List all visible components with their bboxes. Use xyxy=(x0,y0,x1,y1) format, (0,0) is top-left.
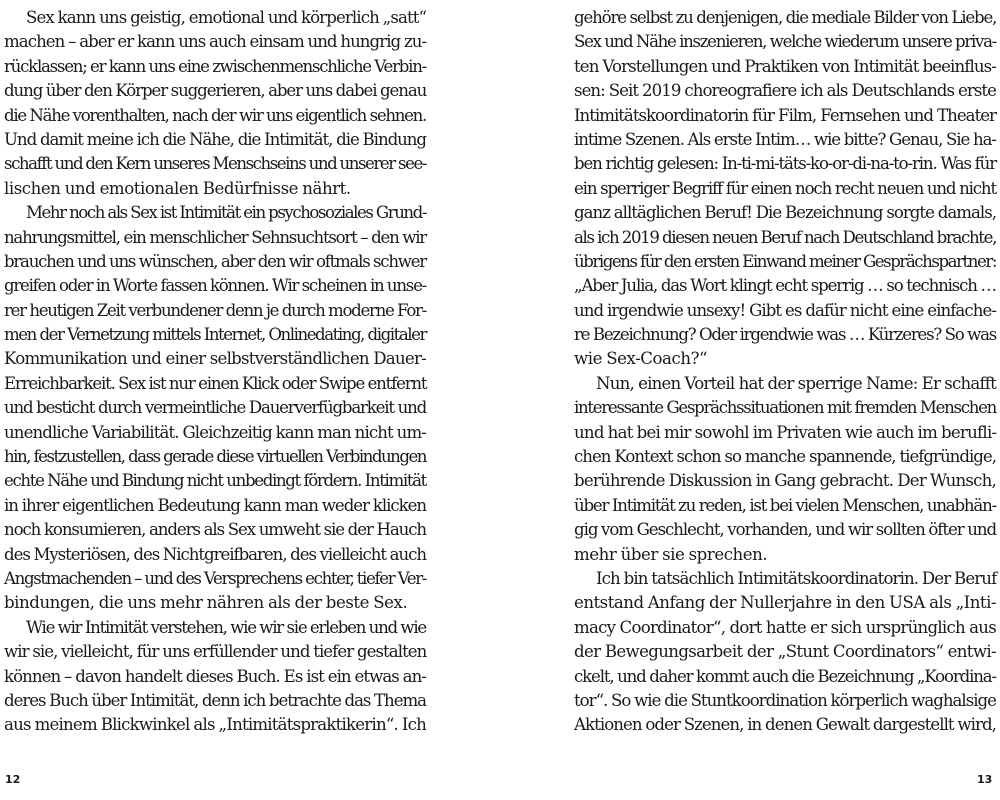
text-line: wie Sex-Coach?“ xyxy=(574,349,708,369)
text-line: übrigens für den ersten Einwand meiner Gesprächspartner: xyxy=(574,251,996,271)
right-page-text xyxy=(574,6,996,738)
text-line: Mehr noch als Sex ist Intimität ein psychosoziales Grund- xyxy=(26,203,426,223)
text-line: die Nähe vorenthalten, nach der wir uns eigentlich sehnen. xyxy=(4,105,426,125)
text-line: Sex kann uns geistig, emotional und körperlich „satt“ xyxy=(26,8,427,27)
text-line: und besticht durch vermeintliche Dauerverfügbarkeit und xyxy=(4,398,426,418)
text-line: echte Nähe und Bindung nicht unbedingt fördern. Intimität xyxy=(4,471,426,491)
text-line: ckelt, und daher kommt auch die Bezeichnung „Koordina- xyxy=(574,666,996,686)
text-line: der Bewegungsarbeit der „Stunt Coordinators“ entwi- xyxy=(574,642,996,662)
text-line: deres Buch über Intimität, denn ich betrachte das Thema xyxy=(4,690,426,710)
text-line: chen Kontext schon so manche spannende, tiefgründige, xyxy=(574,447,996,467)
text-line: bindungen, die uns mehr nähren als der beste Sex. xyxy=(4,593,408,613)
text-line: Angstmachenden – und des Versprechens echter, tiefer Ver- xyxy=(4,568,427,588)
text-line: rer heutigen Zeit verbundener denn je durch moderne For- xyxy=(4,300,426,320)
text-line: gig vom Geschlecht, vorhanden, und wir sollten öfter und xyxy=(574,520,997,540)
text-line: gehöre selbst zu denjenigen, die mediale Bilder von Liebe, xyxy=(574,8,997,27)
left-page-number: 12 xyxy=(5,773,21,786)
text-line: des Mysteriösen, des Nichtgreifbaren, des vielleicht auch xyxy=(4,544,426,564)
text-line: und hat bei mir sowohl im Privaten wie auch im berufli- xyxy=(574,422,997,442)
text-line: über Intimität zu reden, ist bei vielen Menschen, unabhän- xyxy=(574,495,996,515)
text-line: in ihrer eigentlichen Bedeutung kann man weder klicken xyxy=(4,495,426,515)
text-line: ben richtig gelesen: In-ti-mi-täts-ko-or-di-na-to-rin. Was für xyxy=(574,154,996,174)
text-line: können – davon handelt dieses Buch. Es ist ein etwas an- xyxy=(4,666,426,686)
text-line: als ich 2019 diesen neuen Beruf nach Deutschland brachte, xyxy=(574,227,996,247)
text-line: intime Szenen. Als erste Intim… wie bitte? Genau, Sie ha- xyxy=(574,129,996,149)
text-line: ganz alltäglichen Beruf! Die Bezeichnung sorgte damals, xyxy=(574,203,996,223)
text-line: ein sperriger Begriff für einen noch recht neuen und nicht xyxy=(574,178,996,198)
text-line: nahrungsmittel, ein menschlicher Sehnsuchtsort – den wir xyxy=(4,227,426,247)
text-line: brauchen und uns wünschen, aber den wir oftmals schwer xyxy=(4,251,426,271)
text-line: sen: Seit 2019 choreografiere ich als Deutschlands erste xyxy=(574,81,996,101)
text-line: Erreichbarkeit. Sex ist nur einen Klick oder Swipe entfernt xyxy=(4,373,427,393)
text-line: hin, festzustellen, dass gerade diese virtuellen Verbindungen xyxy=(4,447,426,467)
right-page-number: 13 xyxy=(977,773,993,786)
text-line: wir sie, vielleicht, für uns erfüllender und tiefer gestalten xyxy=(4,642,427,662)
text-line: macy Coordinator“, dort hatte er sich ursprünglich aus xyxy=(574,617,996,637)
text-line: aus meinem Blickwinkel als „Intimitätspraktikerin“. Ich xyxy=(4,715,427,735)
text-line: Intimitätskoordinatorin für Film, Fernsehen und Theater xyxy=(574,105,996,125)
text-line: berührende Diskussion in Gang gebracht. Der Wunsch, xyxy=(574,471,996,491)
text-line: Sex und Nähe inszenieren, welche wiederum unsere priva- xyxy=(574,32,996,52)
text-line: Nun, einen Vorteil hat der sperrige Name: Er schafft xyxy=(596,373,996,393)
text-line: „Aber Julia, das Wort klingt echt sperrig … so technisch … xyxy=(574,276,996,296)
text-line: greifen oder in Worte fassen können. Wir scheinen in unse- xyxy=(4,276,426,296)
text-line: mehr über sie sprechen. xyxy=(574,544,768,564)
text-line: rücklassen; er kann uns eine zwischenmenschliche Verbin- xyxy=(4,56,426,76)
text-line: men der Vernetzung mittels Internet, Onlinedating, digitaler xyxy=(4,325,426,345)
text-line: tor“. So wie die Stuntkoordination körperlich waghalsige xyxy=(574,690,996,710)
text-line: Ich bin tatsächlich Intimitätskoordinatorin. Der Beruf xyxy=(596,568,997,588)
text-line: ten Vorstellungen und Praktiken von Intimität beeinflus- xyxy=(574,56,996,76)
text-line: Aktionen oder Szenen, in denen Gewalt dargestellt wird, xyxy=(574,715,996,735)
text-line: und irgendwie unsexy! Gibt es dafür nicht eine einfache- xyxy=(574,300,996,320)
text-line: unendliche Variabilität. Gleichzeitig kann man nicht um- xyxy=(4,422,426,442)
text-line: Kommunikation und einer selbstverständlichen Dauer- xyxy=(4,349,426,369)
text-line: interessante Gesprächssituationen mit fremden Menschen xyxy=(574,398,996,418)
text-line: noch konsumieren, anders als Sex umweht sie der Hauch xyxy=(4,520,426,540)
text-line: Wie wir Intimität verstehen, wie wir sie erleben und wie xyxy=(26,617,426,637)
text-line: re Bezeichnung? Oder irgendwie was … Kürzeres? So was xyxy=(574,325,996,345)
text-line: lischen und emotionalen Bedürfnisse nährt. xyxy=(4,178,351,198)
text-line: Und damit meine ich die Nähe, die Intimität, die Bindung xyxy=(4,129,426,149)
text-line: dung über den Körper suggerieren, aber uns dabei genau xyxy=(4,81,427,101)
text-line: machen – aber er kann uns auch einsam und hungrig zu- xyxy=(4,32,427,52)
text-line: schafft und den Kern unseres Menschseins und unserer see- xyxy=(4,154,426,174)
left-page-text xyxy=(4,6,426,738)
text-line: entstand Anfang der Nullerjahre in den USA als „Inti- xyxy=(574,593,996,613)
